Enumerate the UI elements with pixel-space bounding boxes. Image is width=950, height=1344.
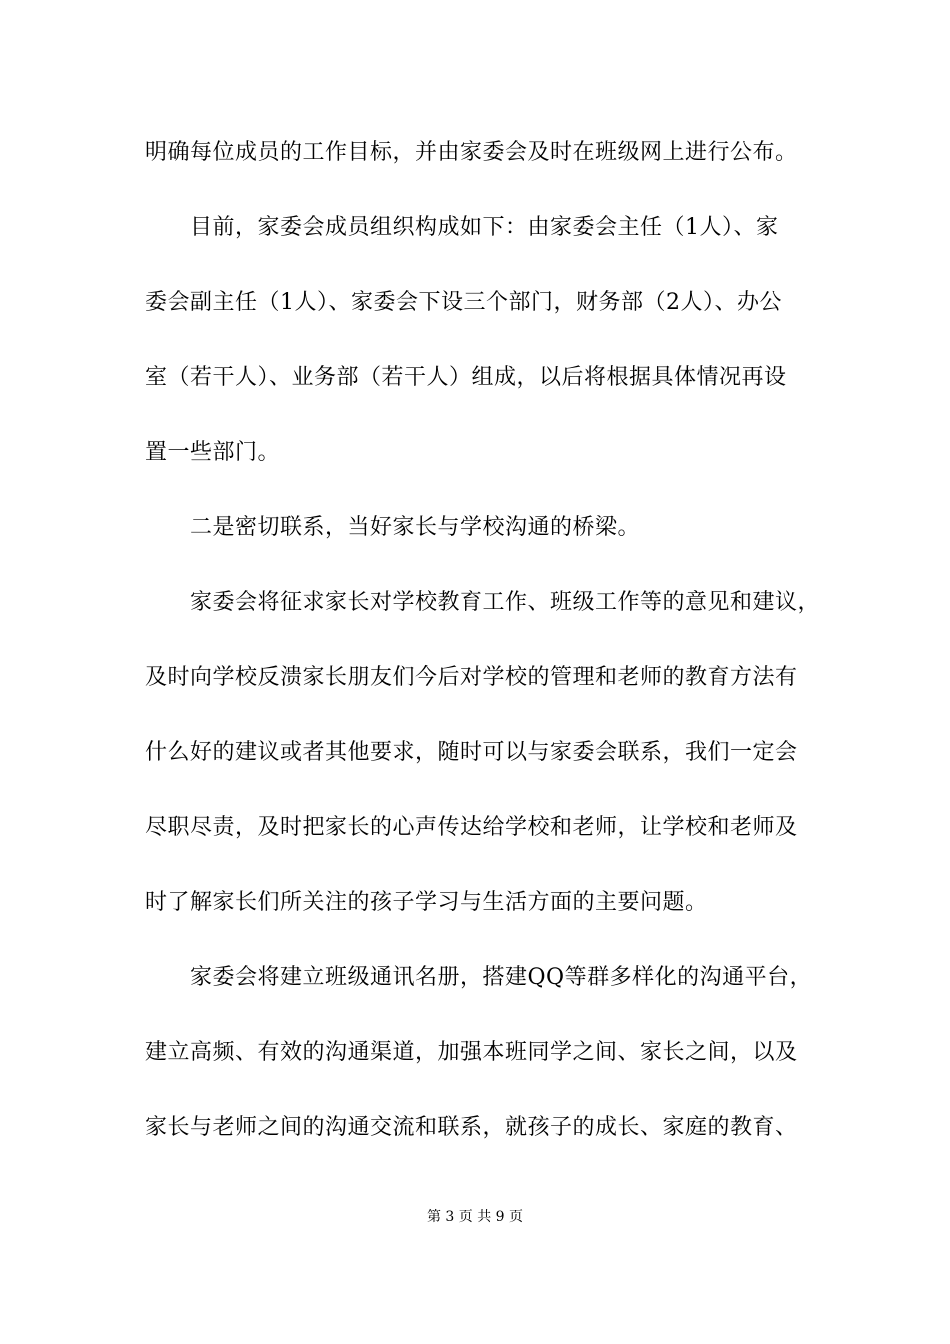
body-text-line: 置一些部门。 (145, 440, 281, 465)
body-text-line: 家长与老师之间的沟通交流和联系，就孩子的成长、家庭的教育、 (145, 1115, 798, 1140)
body-text-line: 建立高频、有效的沟通渠道，加强本班同学之间、家长之间，以及 (145, 1040, 798, 1065)
body-text-line: 时了解家长们所关注的孩子学习与生活方面的主要问题。 (145, 890, 708, 915)
section-heading: 二是密切联系，当好家长与学校沟通的桥梁。 (190, 515, 641, 540)
body-text-line: 委会副主任（1人）、家委会下设三个部门，财务部（2人）、办公 (145, 290, 782, 315)
paragraph-first-line: 目前，家委会成员组织构成如下：由家委会主任（1人）、家 (190, 215, 779, 240)
page-number-footer: 第 3 页 共 9 页 (426, 1209, 524, 1225)
body-text-line: 明确每位成员的工作目标，并由家委会及时在班级网上进行公布。 (145, 140, 798, 165)
body-text-line: 尽职尽责，及时把家长的心声传达给学校和老师，让学校和老师及 (145, 815, 798, 840)
body-text-line: 室（若干人）、业务部（若干人）组成，以后将根据具体情况再设 (145, 365, 787, 390)
paragraph-first-line: 家委会将征求家长对学校教育工作、班级工作等的意见和建议， (190, 590, 821, 615)
paragraph-first-line: 家委会将建立班级通讯名册，搭建QQ等群多样化的沟通平台， (190, 965, 813, 990)
body-text-line: 及时向学校反溃家长朋友们今后对学校的管理和老师的教育方法有 (145, 665, 798, 690)
body-text-line: 什么好的建议或者其他要求，随时可以与家委会联系，我们一定会 (145, 740, 798, 765)
